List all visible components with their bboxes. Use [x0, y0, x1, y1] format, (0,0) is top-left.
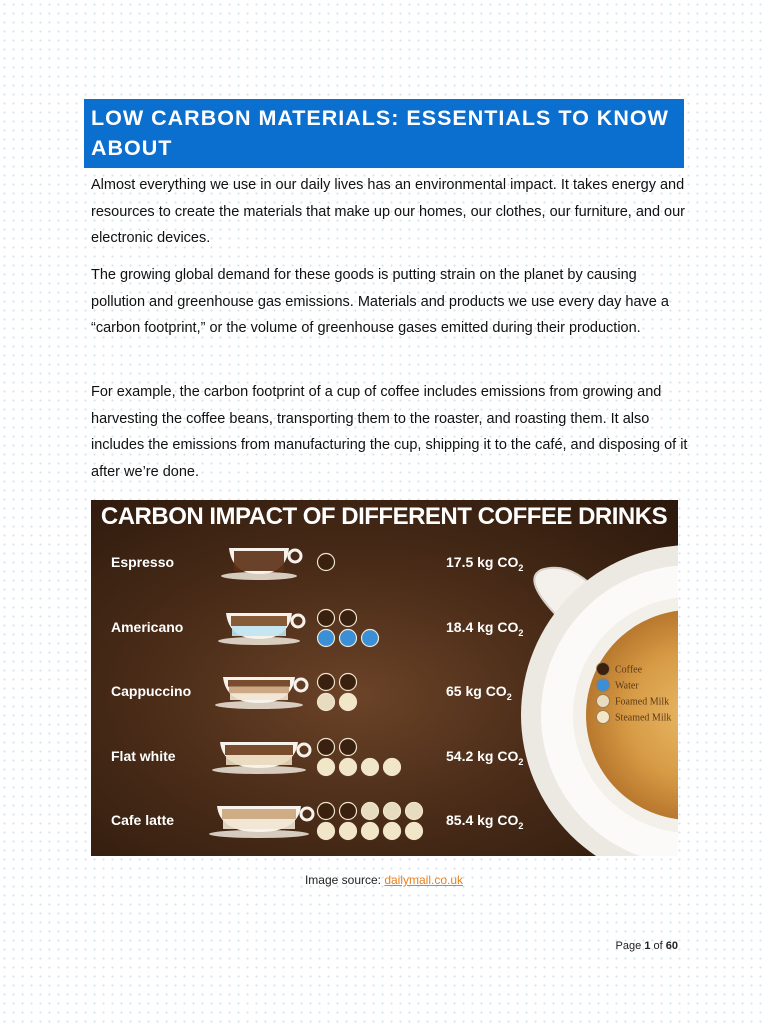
- page-current: 1: [644, 940, 651, 952]
- drink-cup-icon: [215, 677, 307, 709]
- legend-item-foamed-milk: [597, 695, 670, 708]
- ingredient-steamed-milk-marker: [384, 759, 401, 776]
- drink-co2-value: 85.4 kg $CO_2$: [446, 812, 524, 831]
- image-caption: [0, 873, 768, 887]
- drink-cup-icon: [221, 548, 301, 580]
- of-word: of: [653, 940, 663, 952]
- ingredient-water-marker: [318, 630, 335, 647]
- legend-item-coffee: [597, 663, 643, 676]
- paragraph-demand: The growing global demand for these goods is putting strain on the planet by causing pollution and greenhouse gas emissions. Materials and products we use every day have a “carbon footprint,” or the volume of greenhouse gases emitted during their production.: [91, 267, 669, 336]
- drink-co2-value: 54.2 kg $CO_2$: [446, 748, 524, 767]
- ingredient-coffee-marker: [318, 739, 335, 756]
- page-total: 60: [665, 940, 678, 952]
- drink-row-1: [111, 548, 523, 580]
- ingredient-steamed-milk-marker: [318, 759, 335, 776]
- title-banner: [84, 99, 684, 168]
- infographic-title: CARBON IMPACT OF DIFFERENT COFFEE DRINKS: [100, 503, 668, 530]
- drink-cup-icon: [218, 613, 304, 645]
- drink-rows: [111, 548, 523, 840]
- drink-name: Americano: [111, 619, 184, 635]
- paragraph-intro: Almost everything we use in our daily lives has an environmental impact. It takes energy and resources to create the materials that make up our homes, our clothes, our furniture, and our electronic devices.: [91, 177, 685, 246]
- page-footer: [616, 940, 678, 952]
- ingredient-coffee-marker: [340, 674, 357, 691]
- legend-item-water: [597, 679, 640, 692]
- drink-name: Flat white: [111, 748, 176, 764]
- ingredient-coffee-marker: [318, 803, 335, 820]
- legend-swatch: [597, 695, 610, 708]
- ingredient-steamed-milk-marker: [362, 823, 379, 840]
- ingredient-coffee-marker: [340, 610, 357, 627]
- drink-name: Cafe latte: [111, 812, 175, 828]
- source-link[interactable]: dailymail.co.uk: [384, 873, 464, 887]
- ingredient-foamed-milk-marker: [406, 803, 423, 820]
- page-title: LOW CARBON MATERIALS: ESSENTIALS TO KNOW ABOUT: [91, 106, 669, 160]
- ingredient-steamed-milk-marker: [340, 759, 357, 776]
- drink-row-3: [111, 674, 512, 711]
- drink-row-2: [111, 610, 523, 647]
- ingredient-coffee-marker: [318, 610, 335, 627]
- legend-swatch: [597, 679, 610, 692]
- ingredient-foamed-milk-marker: [318, 694, 335, 711]
- drink-cup-icon: [212, 742, 310, 774]
- ingredient-water-marker: [340, 630, 357, 647]
- ingredient-coffee-marker: [340, 739, 357, 756]
- paragraph-example: For example, the carbon footprint of a cup of coffee includes emissions from growing and harvesting the coffee beans, transporting them to the roaster, and roasting them. It also includes the emissions from manufacturing the cup, shipping it to the café, and disposing of it after we’re done.: [91, 384, 688, 480]
- legend-swatch: [597, 663, 610, 676]
- caption-prefix: Image source:: [304, 873, 385, 887]
- legend-label: Steamed Milk: [615, 712, 672, 724]
- drink-co2-value: 18.4 kg $CO_2$: [446, 619, 524, 638]
- ingredient-coffee-marker: [340, 803, 357, 820]
- drink-cup-icon: [209, 806, 313, 838]
- drink-co2-value: 17.5 kg $CO_2$: [446, 554, 524, 573]
- infographic-canvas: [91, 500, 678, 856]
- ingredient-steamed-milk-marker: [362, 759, 379, 776]
- ingredient-coffee-marker: [318, 674, 335, 691]
- coffee-carbon-infographic: [91, 500, 678, 856]
- drink-co2-value: 65 kg $CO_2$: [446, 683, 512, 702]
- legend-item-steamed-milk: [597, 711, 672, 724]
- drink-name: Espresso: [111, 554, 175, 570]
- legend-label: Foamed Milk: [615, 696, 670, 708]
- ingredient-steamed-milk-marker: [406, 823, 423, 840]
- drink-name: Cappuccino: [111, 683, 192, 699]
- legend-label: Water: [615, 680, 639, 692]
- drink-row-5: [111, 803, 523, 840]
- legend-swatch: [597, 711, 610, 724]
- ingredient-foamed-milk-marker: [384, 803, 401, 820]
- ingredient-steamed-milk-marker: [384, 823, 401, 840]
- ingredient-steamed-milk-marker: [340, 694, 357, 711]
- ingredient-foamed-milk-marker: [362, 803, 379, 820]
- page-word: Page: [615, 940, 642, 952]
- ingredient-coffee-marker: [318, 554, 335, 571]
- ingredient-water-marker: [362, 630, 379, 647]
- legend-label: Coffee: [615, 664, 643, 676]
- ingredient-steamed-milk-marker: [318, 823, 335, 840]
- drink-row-4: [111, 739, 523, 776]
- ingredient-steamed-milk-marker: [340, 823, 357, 840]
